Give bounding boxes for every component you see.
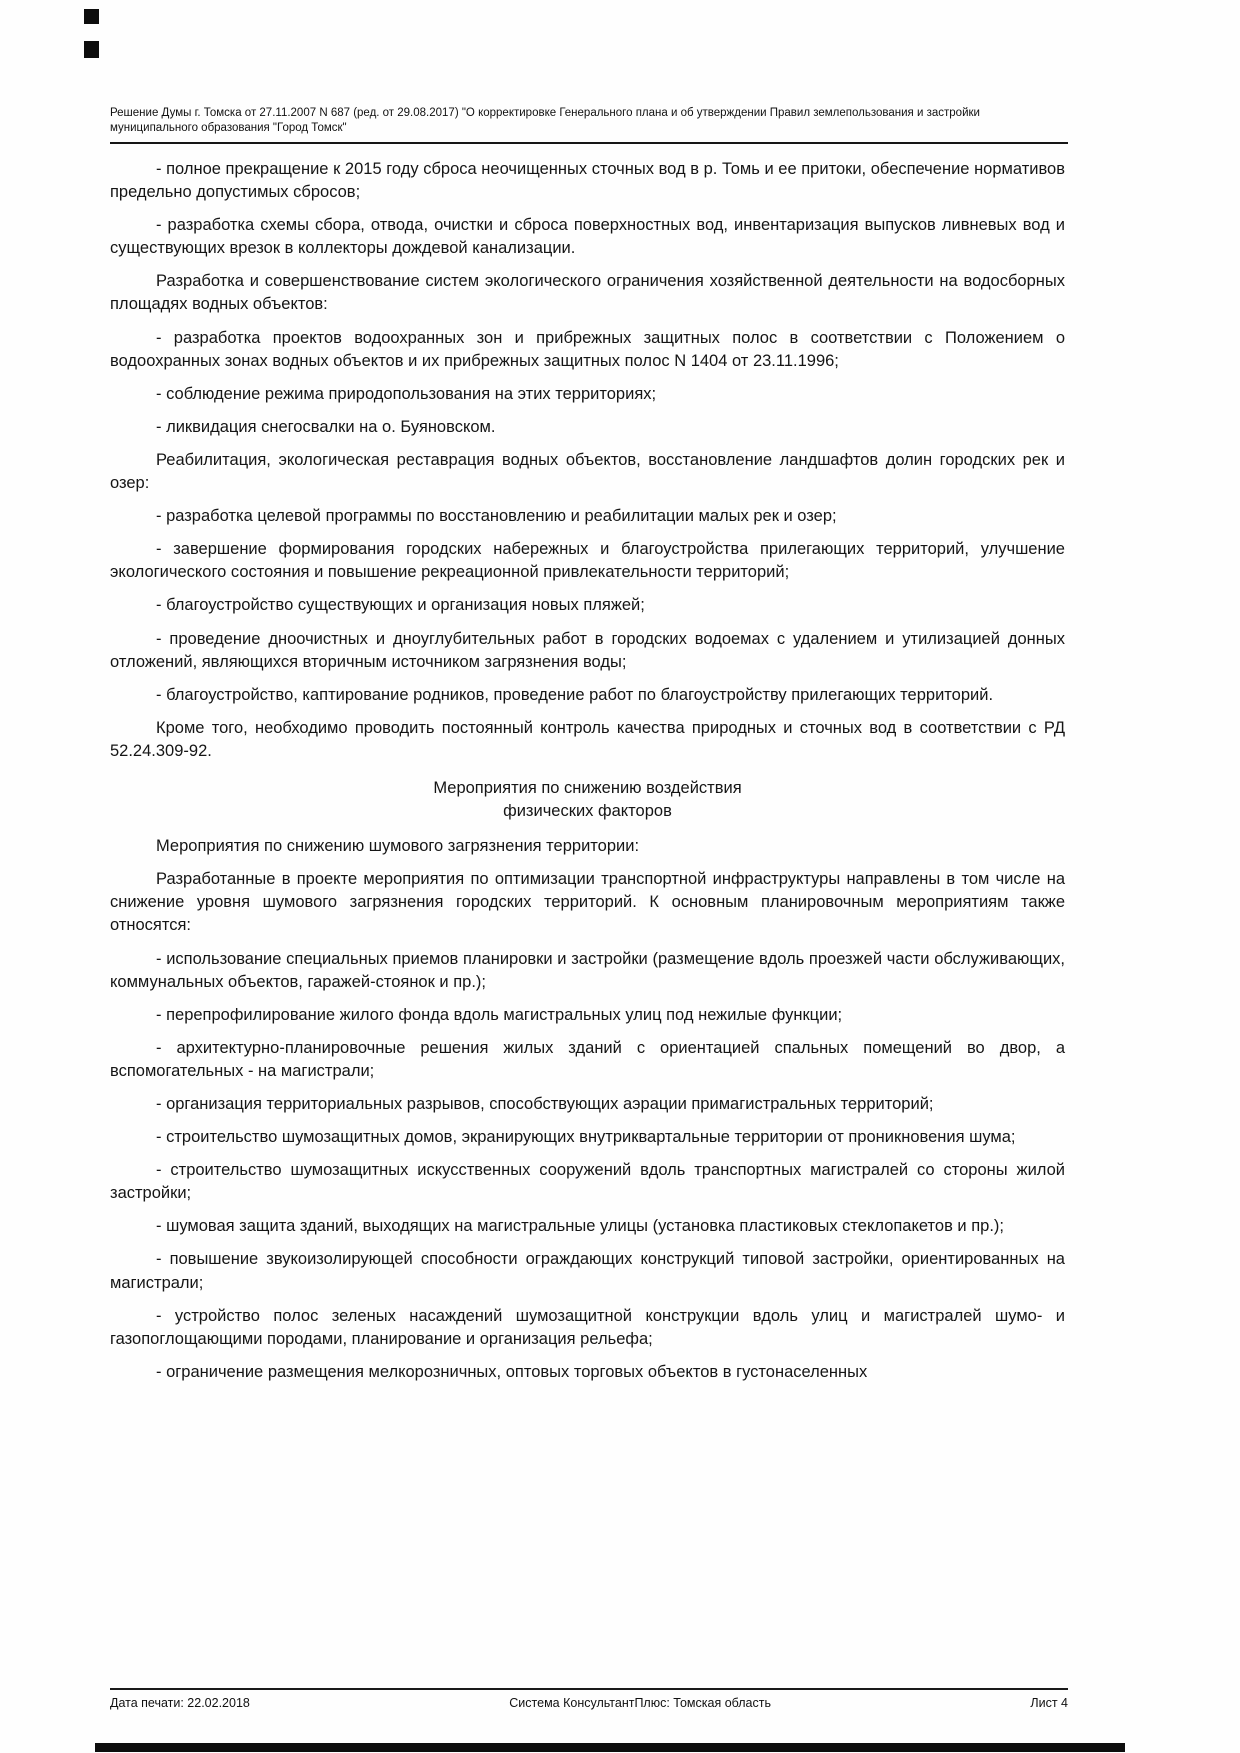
paragraph: Разработанные в проекте мероприятия по оптимизации транспортной инфраструктуры направлены в том числе на снижение уровня шумового загрязнения городских территорий. К основным планировочным мероприятиям также относятся: — [110, 870, 1065, 935]
footer-sheet-number: Лист 4 — [1030, 1696, 1068, 1710]
list-item: - разработка схемы сбора, отвода, очистки и сброса поверхностных вод, инвентаризация выпусков ливневых вод и существующих врезок в коллекторы дождевой канализации. — [110, 216, 1065, 258]
list-item: - шумовая защита зданий, выходящих на магистральные улицы (установка пластиковых стеклопакетов и пр.); — [156, 1217, 1004, 1236]
list-item: - соблюдение режима природопользования на этих территориях; — [156, 384, 657, 403]
list-item: - использование специальных приемов планировки и застройки (размещение вдоль проезжей части обслуживающих, коммунальных объектов, гаражей-стоянок и пр.); — [110, 949, 1065, 991]
section-heading-line: физических факторов — [503, 802, 672, 821]
list-item: - разработка проектов водоохранных зон и прибрежных защитных полос в соответствии с Положением о водоохранных зонах водных объектов и их прибрежных защитных полос N 1404 от 23.11.1996; — [110, 328, 1065, 370]
paragraph: Разработка и совершенствование систем экологического ограничения хозяйственной деятельности на водосборных площадях водных объектов: — [110, 272, 1065, 314]
list-item: - организация территориальных разрывов, способствующих аэрации примагистральных территорий; — [156, 1095, 934, 1113]
list-item: - повышение звукоизолирующей способности ограждающих конструкций типовой застройки, ориентированных на магистрали; — [110, 1250, 1065, 1292]
list-item: - завершение формирования городских набережных и благоустройства прилегающих территорий, улучшение экологического состояния и повышение рекреационной привлекательности территорий; — [110, 540, 1065, 582]
document-header — [110, 106, 1068, 144]
list-item: - строительство шумозащитных домов, экранирующих внутриквартальные территории от проникновения шума; — [156, 1128, 1016, 1147]
list-item: - разработка целевой программы по восстановлению и реабилитации малых рек и озер; — [156, 507, 837, 526]
list-item: - устройство полос зеленых насаждений шумозащитной конструкции вдоль улиц и магистралей шумо- и газопоглощающими породами, планирование и организация рельефа; — [110, 1306, 1065, 1348]
list-item: - благоустройство существующих и организация новых пляжей; — [156, 596, 645, 615]
list-item: - благоустройство, каптирование родников, проведение работ по благоустройству прилегающих территорий. — [156, 685, 994, 704]
scan-artifact — [84, 9, 99, 24]
footer-print-date: Дата печати: 22.02.2018 — [110, 1696, 250, 1710]
list-item: - ликвидация снегосвалки на о. Буяновском. — [156, 417, 496, 436]
scan-artifact-bottom-bar — [95, 1743, 1125, 1752]
document-title: Решение Думы г. Томска от 27.11.2007 N 687 (ред. от 29.08.2017) "О корректировке Генерального плана и об утверждении Правил землепользования и застройки муниципального образования "Город Томск" — [110, 107, 980, 134]
list-item: - архитектурно-планировочные решения жилых зданий с ориентацией спальных помещений во двор, а вспомогательных - на магистрали; — [110, 1038, 1065, 1080]
section-heading-line: Мероприятия по снижению воздействия — [433, 778, 742, 797]
footer-system-name: Система КонсультантПлюс: Томская область — [509, 1696, 771, 1710]
section-heading — [110, 777, 1065, 823]
list-item: - строительство шумозащитных искусственных сооружений вдоль транспортных магистралей со стороны жилой застройки; — [110, 1161, 1065, 1203]
paragraph: Реабилитация, экологическая реставрация водных объектов, восстановление ландшафтов долин городских рек и озер: — [110, 450, 1065, 493]
list-item: - полное прекращение к 2015 году сброса неочищенных сточных вод в р. Томь и ее притоки, обеспечение нормативов предельно допустимых сбросов; — [110, 160, 1065, 202]
list-item: - перепрофилирование жилого фонда вдоль магистральных улиц под нежилые функции; — [156, 1005, 843, 1024]
paragraph: Мероприятия по снижению шумового загрязнения территории: — [156, 837, 640, 856]
document-footer — [110, 1688, 1068, 1710]
paragraph: Кроме того, необходимо проводить постоянный контроль качества природных и сточных вод в соответствии с РД 52.24.309-92. — [110, 718, 1065, 760]
list-item: - ограничение размещения мелкорозничных, оптовых торговых объектов в густонаселенных — [156, 1362, 868, 1381]
list-item: - проведение дноочистных и дноуглубительных работ в городских водоемах с удалением и утилизацией донных отложений, являющихся вторичным источником загрязнения воды; — [110, 629, 1065, 671]
scan-artifact — [84, 41, 99, 58]
document-body — [110, 158, 1065, 1394]
